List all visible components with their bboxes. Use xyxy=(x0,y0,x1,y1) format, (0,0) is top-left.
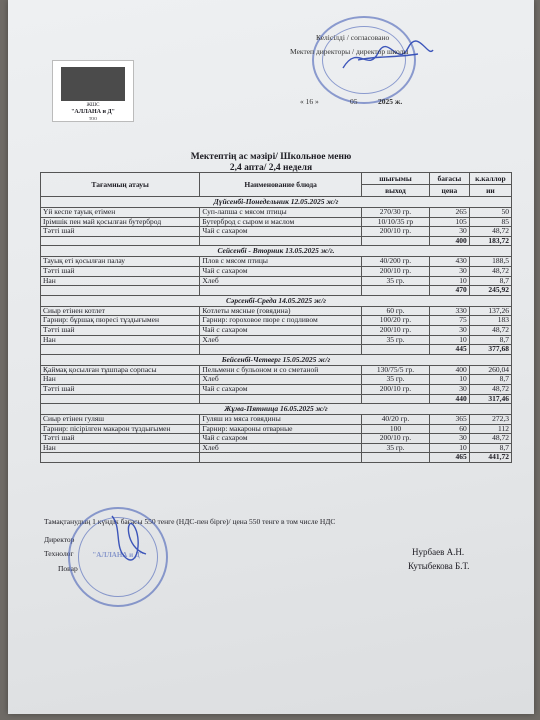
total-price: 470 xyxy=(429,286,469,296)
dish-name-kz: Тауық еті қосылған палау xyxy=(41,257,200,267)
technologist-name: Нурбаев А.Н. xyxy=(412,547,465,557)
dish-price: 430 xyxy=(429,257,469,267)
dish-price: 30 xyxy=(429,325,469,335)
header-name-ru: Наименование блюда xyxy=(200,173,362,197)
dish-yield: 270/30 гр. xyxy=(362,208,430,218)
dish-name-ru: Хлеб xyxy=(200,443,362,453)
dish-kcal: 137,26 xyxy=(469,306,511,316)
dish-name-ru: Чай с сахаром xyxy=(200,434,362,444)
dish-yield: 100 xyxy=(362,424,430,434)
director-label: Директор xyxy=(44,535,75,544)
total-empty-cell xyxy=(41,453,200,463)
dish-price: 365 xyxy=(429,415,469,425)
dish-yield: 200/10 гр. xyxy=(362,434,430,444)
total-kcal: 245,92 xyxy=(469,286,511,296)
day-label: Сәрсенбі-Среда 14.05.2025 ж/г xyxy=(41,295,512,306)
approval-date-month: 05 xyxy=(350,97,358,106)
dish-name-kz: Нан xyxy=(41,276,200,286)
dish-yield: 35 гр. xyxy=(362,276,430,286)
director-signature xyxy=(338,38,438,78)
total-empty-cell xyxy=(41,286,200,296)
dish-kcal: 8,7 xyxy=(469,375,511,385)
day-header-row xyxy=(41,246,512,257)
table-row xyxy=(41,415,512,425)
dish-name-kz: Сиыр етінен гуляш xyxy=(41,415,200,425)
dish-kcal: 48,72 xyxy=(469,434,511,444)
dish-name-ru: Плов с мясом птицы xyxy=(200,257,362,267)
table-row xyxy=(41,434,512,444)
dish-name-ru: Гуляш из мяса говядины xyxy=(200,415,362,425)
dish-yield: 200/10 гр. xyxy=(362,325,430,335)
day-header-row xyxy=(41,295,512,306)
dish-kcal: 260,04 xyxy=(469,365,511,375)
total-price: 465 xyxy=(429,453,469,463)
dish-name-kz: Гарнир: бұршақ пюресі тұздығымен xyxy=(41,316,200,326)
dish-yield: 200/10 гр. xyxy=(362,227,430,237)
total-empty-cell xyxy=(200,453,362,463)
dish-price: 105 xyxy=(429,217,469,227)
dish-kcal: 8,7 xyxy=(469,335,511,345)
total-empty-cell xyxy=(200,236,362,246)
table-header-row1 xyxy=(41,173,512,185)
dish-kcal: 85 xyxy=(469,217,511,227)
dish-yield: 35 гр. xyxy=(362,335,430,345)
dish-price: 10 xyxy=(429,443,469,453)
price-note: Тамақтанудың 1 күндік бағасы 550 тенге (НДС-пен бірге)/ цена 550 тенге в том числе НДС xyxy=(44,517,336,526)
total-kcal: 377,68 xyxy=(469,345,511,355)
dish-name-ru: Гарнир: макароны отварные xyxy=(200,424,362,434)
dish-yield: 35 гр. xyxy=(362,375,430,385)
table-row xyxy=(41,276,512,286)
header-price-kz: бағасы xyxy=(429,173,469,185)
day-label: Бейсенбі-Четверг 15.05.2025 ж/г xyxy=(41,354,512,365)
dish-name-ru: Хлеб xyxy=(200,276,362,286)
dish-yield: 40/200 гр. xyxy=(362,257,430,267)
dish-price: 265 xyxy=(429,208,469,218)
table-row xyxy=(41,375,512,385)
dish-price: 30 xyxy=(429,266,469,276)
dish-price: 30 xyxy=(429,384,469,394)
total-empty-cell xyxy=(362,286,430,296)
approval-date-year: 2025 ж. xyxy=(378,97,403,106)
dish-name-kz: Тәтті шай xyxy=(41,434,200,444)
day-label: Дүйсенбі-Понедельник 12.05.2025 ж/г xyxy=(41,197,512,208)
dish-name-ru: Чай с сахаром xyxy=(200,384,362,394)
table-row xyxy=(41,266,512,276)
header-yield-ru: выход xyxy=(362,185,430,197)
table-row xyxy=(41,384,512,394)
table-row xyxy=(41,424,512,434)
dish-name-kz: Үй кеспе тауық етімен xyxy=(41,208,200,218)
cook-name: Кутыбекова Б.Т. xyxy=(408,561,470,571)
footer-signature xyxy=(104,508,154,568)
menu-title: Мектептің ас мәзірі/ Школьное меню xyxy=(190,152,352,162)
logo-line1: ЖШС xyxy=(86,103,100,108)
table-row xyxy=(41,217,512,227)
dish-price: 75 xyxy=(429,316,469,326)
dish-price: 10 xyxy=(429,276,469,286)
table-row xyxy=(41,443,512,453)
dish-price: 10 xyxy=(429,335,469,345)
table-row xyxy=(41,227,512,237)
dish-name-ru: Хлеб xyxy=(200,375,362,385)
dish-name-ru: Пельмени с бульоном и со сметаной xyxy=(200,365,362,375)
menu-table xyxy=(40,172,512,463)
dish-name-kz: Нан xyxy=(41,375,200,385)
dish-kcal: 183 xyxy=(469,316,511,326)
dish-name-ru: Котлеты мясные (говядина) xyxy=(200,306,362,316)
dish-kcal: 188,5 xyxy=(469,257,511,267)
header-price-ru: цена xyxy=(429,185,469,197)
day-total-row xyxy=(41,453,512,463)
dish-price: 330 xyxy=(429,306,469,316)
logo-image xyxy=(61,67,125,101)
total-kcal: 317,46 xyxy=(469,394,511,404)
dish-name-kz: Ірімшік пен май қосылған бутерброд xyxy=(41,217,200,227)
dish-yield: 10/10/35 гр xyxy=(362,217,430,227)
dish-kcal: 8,7 xyxy=(469,276,511,286)
day-label: Сейсенбі - Вторник 13.05.2025 ж/г. xyxy=(41,246,512,257)
dish-price: 10 xyxy=(429,375,469,385)
menu-document xyxy=(8,0,534,714)
dish-yield: 100/20 гр. xyxy=(362,316,430,326)
dish-yield: 60 гр. xyxy=(362,306,430,316)
dish-kcal: 48,72 xyxy=(469,227,511,237)
dish-name-ru: Хлеб xyxy=(200,335,362,345)
dish-name-kz: Нан xyxy=(41,335,200,345)
total-empty-cell xyxy=(362,394,430,404)
day-header-row xyxy=(41,354,512,365)
day-header-row xyxy=(41,404,512,415)
dish-name-kz: Нан xyxy=(41,443,200,453)
total-empty-cell xyxy=(41,236,200,246)
dish-kcal: 272,3 xyxy=(469,415,511,425)
dish-name-ru: Бутерброд с сыром и маслом xyxy=(200,217,362,227)
table-row xyxy=(41,306,512,316)
day-label: Жұма-Пятница 16.05.2025 ж/г xyxy=(41,404,512,415)
logo-line3: ТОО xyxy=(88,116,98,121)
dish-yield: 200/10 гр. xyxy=(362,266,430,276)
total-price: 440 xyxy=(429,394,469,404)
total-empty-cell xyxy=(200,394,362,404)
dish-name-kz: Сиыр етінен котлет xyxy=(41,306,200,316)
logo-line2: "АЛЛАНА и Д" xyxy=(71,109,115,115)
dish-price: 30 xyxy=(429,227,469,237)
dish-name-kz: Тәтті шай xyxy=(41,325,200,335)
dish-price: 60 xyxy=(429,424,469,434)
total-empty-cell xyxy=(200,286,362,296)
dish-kcal: 48,72 xyxy=(469,384,511,394)
dish-name-kz: Қаймақ қосылған тұшпара сорпасы xyxy=(41,365,200,375)
menu-subtitle: 2,4 апта/ 2,4 неделя xyxy=(229,163,313,173)
total-kcal: 183,72 xyxy=(469,236,511,246)
header-kcal-2: ии xyxy=(469,185,511,197)
total-price: 445 xyxy=(429,345,469,355)
company-stamp-text: "АЛЛАНА и Д" xyxy=(92,551,144,560)
dish-kcal: 48,72 xyxy=(469,325,511,335)
approval-line2: Мектеп директоры / директор школы xyxy=(290,47,409,56)
dish-price: 400 xyxy=(429,365,469,375)
table-row xyxy=(41,325,512,335)
dish-yield: 35 гр. xyxy=(362,443,430,453)
approval-date-day: « 16 » xyxy=(300,97,319,106)
table-row xyxy=(41,257,512,267)
cook-label: Повар xyxy=(58,564,78,573)
dish-name-ru: Чай с сахаром xyxy=(200,227,362,237)
table-row xyxy=(41,208,512,218)
dish-name-kz: Тәтті шай xyxy=(41,227,200,237)
dish-name-ru: Суп-лапша с мясом птицы xyxy=(200,208,362,218)
dish-yield: 130/75/5 гр. xyxy=(362,365,430,375)
day-total-row xyxy=(41,286,512,296)
day-total-row xyxy=(41,394,512,404)
total-kcal: 441,72 xyxy=(469,453,511,463)
total-empty-cell xyxy=(41,394,200,404)
total-empty-cell xyxy=(362,236,430,246)
dish-name-ru: Чай с сахаром xyxy=(200,266,362,276)
day-total-row xyxy=(41,345,512,355)
dish-yield: 200/10 гр. xyxy=(362,384,430,394)
dish-kcal: 8,7 xyxy=(469,443,511,453)
total-price: 400 xyxy=(429,236,469,246)
table-row xyxy=(41,335,512,345)
dish-price: 30 xyxy=(429,434,469,444)
header-name-kz: Тағамның атауы xyxy=(41,173,200,197)
dish-kcal: 112 xyxy=(469,424,511,434)
company-logo xyxy=(52,60,134,122)
header-yield-kz: шығымы xyxy=(362,173,430,185)
total-empty-cell xyxy=(362,345,430,355)
dish-name-kz: Гарнир: пісірілген макарон тұздығымен xyxy=(41,424,200,434)
total-empty-cell xyxy=(41,345,200,355)
total-empty-cell xyxy=(362,453,430,463)
approval-line1: Келісілді / согласовано xyxy=(316,33,390,42)
day-header-row xyxy=(41,197,512,208)
dish-name-ru: Чай с сахаром xyxy=(200,325,362,335)
table-row xyxy=(41,365,512,375)
dish-kcal: 50 xyxy=(469,208,511,218)
technologist-label: Технолог xyxy=(44,549,74,558)
table-row xyxy=(41,316,512,326)
dish-name-kz: Тәтті шай xyxy=(41,266,200,276)
total-empty-cell xyxy=(200,345,362,355)
day-total-row xyxy=(41,236,512,246)
header-kcal-1: к.каллор xyxy=(469,173,511,185)
dish-name-kz: Тәтті шай xyxy=(41,384,200,394)
dish-yield: 40/20 гр. xyxy=(362,415,430,425)
dish-name-ru: Гарнир: гороховое пюре с подливом xyxy=(200,316,362,326)
dish-kcal: 48,72 xyxy=(469,266,511,276)
